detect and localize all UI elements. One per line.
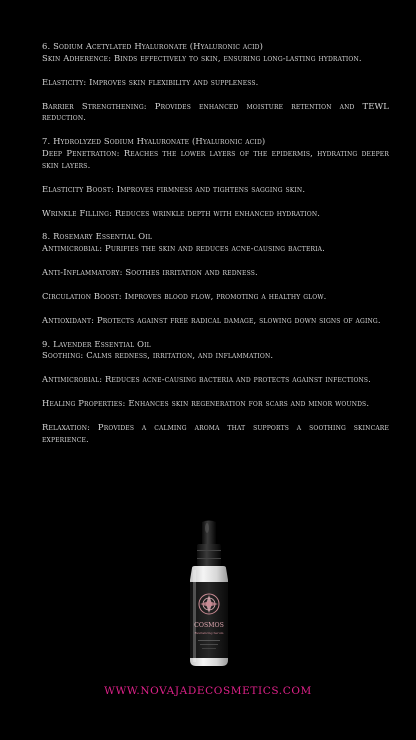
section-9 [42, 339, 389, 363]
product-bottle-image [178, 520, 240, 670]
section-7 [42, 136, 389, 172]
benefit-line: Wrinkle Filling: Reduces wrinkle depth with enhanced hydration. [42, 207, 321, 218]
benefit-block [42, 77, 389, 89]
benefit-line: Elasticity Boost: Improves firmness and tightens sagging skin. [42, 183, 306, 194]
benefit-line: Barrier Strengthening: Provides enhanced moisture retention and TEWL reduction. [42, 100, 389, 123]
section-heading: 8. Rosemary Essential Oil [42, 231, 152, 242]
ingredient-list [42, 41, 389, 458]
benefit-block [42, 374, 389, 386]
section-heading: 6. Sodium Acetylated Hyaluronate (Hyaluronic acid) [42, 41, 264, 51]
section-6 [42, 41, 389, 65]
website-url[interactable]: WWW.NOVAJADECOSMETICS.COM [104, 685, 312, 697]
benefit-block [42, 208, 389, 220]
section-heading: 7. Hydrolyzed Sodium Hyaluronate (Hyaluronic acid) [42, 136, 266, 147]
benefit-block [42, 101, 389, 125]
benefit-line: Antioxidant: Protects against free radical damage, slowing down signs of aging. [42, 314, 381, 325]
benefit-block [42, 422, 389, 446]
benefit-line: Skin Adherence: Binds effectively to skin, ensuring long-lasting hydration. [42, 52, 362, 63]
benefit-line: Antimicrobial: Reduces acne-causing bacteria and protects against infections. [42, 374, 371, 385]
product-brand: COSMOS [194, 622, 224, 629]
benefit-line: Healing Properties: Enhances skin regeneration for scars and minor wounds. [42, 398, 370, 408]
benefit-line: Deep Penetration: Reaches the lower layers of the epidermis, hydrating deeper skin layers. [42, 148, 389, 171]
section-heading: 9. Lavender Essential Oil [42, 338, 151, 349]
benefit-line: Elasticity: Improves skin flexibility and suppleness. [42, 76, 259, 87]
benefit-line: Circulation Boost: Improves blood flow, promoting a healthy glow. [42, 290, 327, 301]
benefit-block [42, 184, 389, 196]
benefit-line: Anti-Inflammatory: Soothes irritation and redness. [42, 267, 258, 278]
benefit-block [42, 291, 389, 303]
benefit-block [42, 315, 389, 327]
benefit-block [42, 267, 389, 279]
section-8 [42, 231, 389, 255]
benefit-line: Soothing: Calms redness, irritation, and inflammation. [42, 350, 274, 361]
benefit-block [42, 398, 389, 410]
product-subtitle: Revitalizing Serum [194, 631, 224, 635]
benefit-line: Antimicrobial: Purifies the skin and reduces acne-causing bacteria. [42, 243, 325, 254]
benefit-line: Relaxation: Provides a calming aroma that supports a soothing skincare experience. [42, 421, 389, 444]
